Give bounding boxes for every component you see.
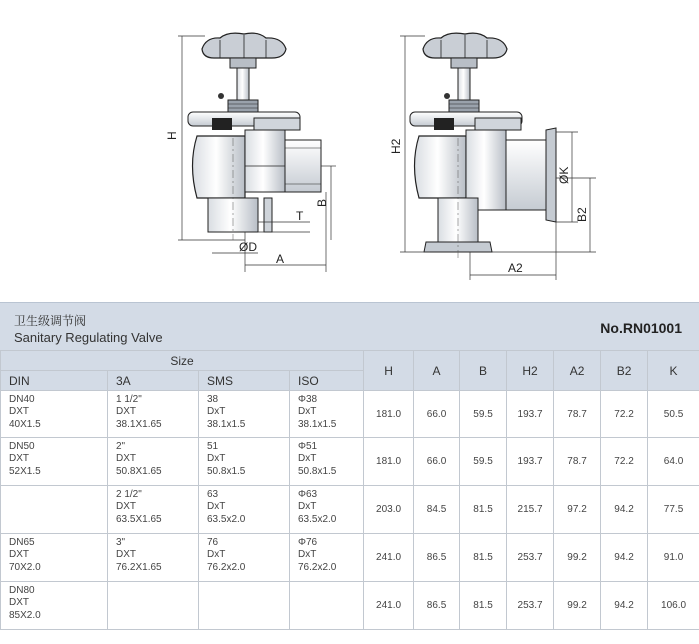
iso-line: Φ51 bbox=[298, 441, 318, 452]
dim-cell-b: 81.5 bbox=[460, 486, 507, 534]
dim-cell-a: 86.5 bbox=[414, 534, 460, 582]
iso-cell bbox=[290, 391, 364, 438]
dim-cell-h: 241.0 bbox=[364, 582, 414, 630]
din-line bbox=[9, 501, 107, 513]
din-line: DN50 bbox=[9, 441, 35, 452]
a3-line bbox=[116, 610, 198, 622]
din-line: 40X1.5 bbox=[9, 418, 41, 430]
a3-line: 3" bbox=[116, 537, 126, 548]
dim-cell-h2: 193.7 bbox=[507, 438, 554, 486]
sms-line: 50.8x1.5 bbox=[207, 465, 246, 477]
left-valve-figure bbox=[178, 33, 336, 272]
dim-cell-b: 59.5 bbox=[460, 438, 507, 486]
left-label-D: ØD bbox=[239, 240, 257, 254]
left-label-T: T bbox=[296, 209, 304, 223]
iso-line: DxT bbox=[298, 501, 317, 513]
a3-line: 2 1/2" bbox=[116, 489, 142, 500]
sms-line: DxT bbox=[207, 501, 226, 513]
iso-cell bbox=[290, 582, 364, 630]
col-header-B: B bbox=[460, 351, 507, 391]
a3-line: 50.8X1.65 bbox=[116, 465, 162, 477]
a3-cell bbox=[108, 438, 199, 486]
col-header-A: A bbox=[414, 351, 460, 391]
size-header: Size bbox=[1, 351, 364, 371]
valve-drawing bbox=[0, 0, 699, 300]
right-label-H2: H2 bbox=[389, 138, 403, 154]
col-header-K: K bbox=[648, 351, 699, 391]
iso-line: DxT bbox=[298, 453, 317, 465]
iso-line: 76.2x2.0 bbox=[298, 561, 337, 573]
dim-cell-a: 86.5 bbox=[414, 582, 460, 630]
sms-line: 38 bbox=[207, 394, 219, 405]
right-valve-figure bbox=[400, 33, 596, 280]
col-header-din: DIN bbox=[1, 371, 108, 391]
dim-cell-b: 81.5 bbox=[460, 534, 507, 582]
dim-cell-h: 203.0 bbox=[364, 486, 414, 534]
iso-cell bbox=[290, 534, 364, 582]
right-label-K: ØK bbox=[557, 166, 571, 184]
col-header-B2: B2 bbox=[601, 351, 648, 391]
a3-cell bbox=[108, 486, 199, 534]
spec-table-body bbox=[1, 391, 699, 630]
din-cell bbox=[1, 391, 108, 438]
a3-line: DXT bbox=[116, 453, 136, 465]
sms-line: DxT bbox=[207, 406, 226, 418]
iso-line: 38.1x1.5 bbox=[298, 418, 337, 430]
dim-cell-b2: 72.2 bbox=[601, 391, 648, 438]
dim-cell-k: 91.0 bbox=[648, 534, 699, 582]
iso-line: DxT bbox=[298, 406, 317, 418]
left-label-H: H bbox=[165, 131, 179, 140]
spec-title-bar bbox=[0, 302, 699, 350]
dim-cell-a2: 99.2 bbox=[554, 582, 601, 630]
sms-cell bbox=[199, 582, 290, 630]
dim-cell-h: 181.0 bbox=[364, 438, 414, 486]
a3-cell bbox=[108, 391, 199, 438]
din-line: DN80 bbox=[9, 585, 35, 596]
dim-cell-h2: 215.7 bbox=[507, 486, 554, 534]
a3-line: DXT bbox=[116, 549, 136, 561]
a3-line bbox=[116, 585, 198, 597]
iso-line bbox=[298, 585, 363, 597]
dim-cell-b2: 94.2 bbox=[601, 534, 648, 582]
dim-cell-a2: 99.2 bbox=[554, 534, 601, 582]
dim-cell-h: 241.0 bbox=[364, 534, 414, 582]
sms-line bbox=[207, 597, 289, 609]
spec-table bbox=[0, 350, 699, 630]
sms-line: 51 bbox=[207, 441, 219, 452]
din-line: 70X2.0 bbox=[9, 561, 41, 573]
col-header-iso: ISO bbox=[290, 371, 364, 391]
iso-line: DxT bbox=[298, 549, 317, 561]
table-row bbox=[1, 582, 699, 630]
a3-line: 2" bbox=[116, 441, 126, 452]
col-header-H: H bbox=[364, 351, 414, 391]
din-line: DXT bbox=[9, 597, 29, 609]
right-label-A2: A2 bbox=[508, 261, 523, 275]
din-line: DXT bbox=[9, 406, 29, 418]
a3-line: DXT bbox=[116, 501, 136, 513]
dim-cell-k: 50.5 bbox=[648, 391, 699, 438]
din-line: DN40 bbox=[9, 394, 35, 405]
sms-line: 76 bbox=[207, 537, 219, 548]
dim-cell-b2: 72.2 bbox=[601, 438, 648, 486]
col-header-A2: A2 bbox=[554, 351, 601, 391]
dim-cell-h: 181.0 bbox=[364, 391, 414, 438]
col-header-H2: H2 bbox=[507, 351, 554, 391]
dim-cell-b: 81.5 bbox=[460, 582, 507, 630]
iso-line: Φ38 bbox=[298, 394, 318, 405]
din-cell bbox=[1, 534, 108, 582]
dim-cell-a2: 97.2 bbox=[554, 486, 601, 534]
sms-line: DxT bbox=[207, 453, 226, 465]
col-header-3a: 3A bbox=[108, 371, 199, 391]
dim-cell-a: 66.0 bbox=[414, 391, 460, 438]
iso-cell bbox=[290, 438, 364, 486]
dim-cell-b2: 94.2 bbox=[601, 486, 648, 534]
a3-line: 63.5X1.65 bbox=[116, 513, 162, 525]
dim-cell-a: 84.5 bbox=[414, 486, 460, 534]
iso-line bbox=[298, 610, 363, 622]
dim-cell-h2: 193.7 bbox=[507, 391, 554, 438]
din-line: DXT bbox=[9, 549, 29, 561]
sms-line bbox=[207, 585, 289, 597]
din-cell bbox=[1, 486, 108, 534]
a3-line: 38.1X1.65 bbox=[116, 418, 162, 430]
din-line: DN65 bbox=[9, 537, 35, 548]
dim-cell-h2: 253.7 bbox=[507, 582, 554, 630]
sms-line: 76.2x2.0 bbox=[207, 561, 246, 573]
table-row bbox=[1, 486, 699, 534]
sms-cell bbox=[199, 391, 290, 438]
sms-line: 63 bbox=[207, 489, 219, 500]
right-label-B2: B2 bbox=[575, 207, 589, 222]
dim-cell-k: 64.0 bbox=[648, 438, 699, 486]
left-label-A: A bbox=[276, 252, 285, 266]
dim-cell-k: 77.5 bbox=[648, 486, 699, 534]
left-label-B: B bbox=[315, 198, 329, 207]
dim-cell-a2: 78.7 bbox=[554, 438, 601, 486]
a3-cell bbox=[108, 582, 199, 630]
a3-cell bbox=[108, 534, 199, 582]
a3-line: DXT bbox=[116, 406, 136, 418]
table-row bbox=[1, 391, 699, 438]
iso-line: Φ63 bbox=[298, 489, 318, 500]
dim-cell-b2: 94.2 bbox=[601, 582, 648, 630]
dim-cell-a2: 78.7 bbox=[554, 391, 601, 438]
iso-line: 50.8x1.5 bbox=[298, 465, 337, 477]
sms-cell bbox=[199, 438, 290, 486]
iso-cell bbox=[290, 486, 364, 534]
sms-line: 63.5x2.0 bbox=[207, 513, 246, 525]
dim-cell-k: 106.0 bbox=[648, 582, 699, 630]
din-line: 52X1.5 bbox=[9, 465, 41, 477]
col-header-sms: SMS bbox=[199, 371, 290, 391]
sms-line: DxT bbox=[207, 549, 226, 561]
iso-line: Φ76 bbox=[298, 537, 318, 548]
dim-cell-a: 66.0 bbox=[414, 438, 460, 486]
table-row bbox=[1, 534, 699, 582]
sms-cell bbox=[199, 534, 290, 582]
a3-line: 76.2X1.65 bbox=[116, 561, 162, 573]
din-line bbox=[9, 489, 107, 501]
din-line: 85X2.0 bbox=[9, 609, 41, 621]
title-chinese: 卫生级调节阀 bbox=[14, 314, 87, 328]
sms-cell bbox=[199, 486, 290, 534]
din-cell bbox=[1, 582, 108, 630]
title-english: Sanitary Regulating Valve bbox=[14, 330, 163, 345]
dim-cell-b: 59.5 bbox=[460, 391, 507, 438]
a3-line bbox=[116, 597, 198, 609]
dim-cell-h2: 253.7 bbox=[507, 534, 554, 582]
document-number: No.RN01001 bbox=[600, 320, 682, 336]
table-row bbox=[1, 438, 699, 486]
din-line bbox=[9, 514, 107, 526]
din-line: DXT bbox=[9, 453, 29, 465]
din-cell bbox=[1, 438, 108, 486]
sms-line bbox=[207, 610, 289, 622]
iso-line: 63.5x2.0 bbox=[298, 513, 337, 525]
a3-line: 1 1/2" bbox=[116, 394, 142, 405]
iso-line bbox=[298, 597, 363, 609]
sms-line: 38.1x1.5 bbox=[207, 418, 246, 430]
